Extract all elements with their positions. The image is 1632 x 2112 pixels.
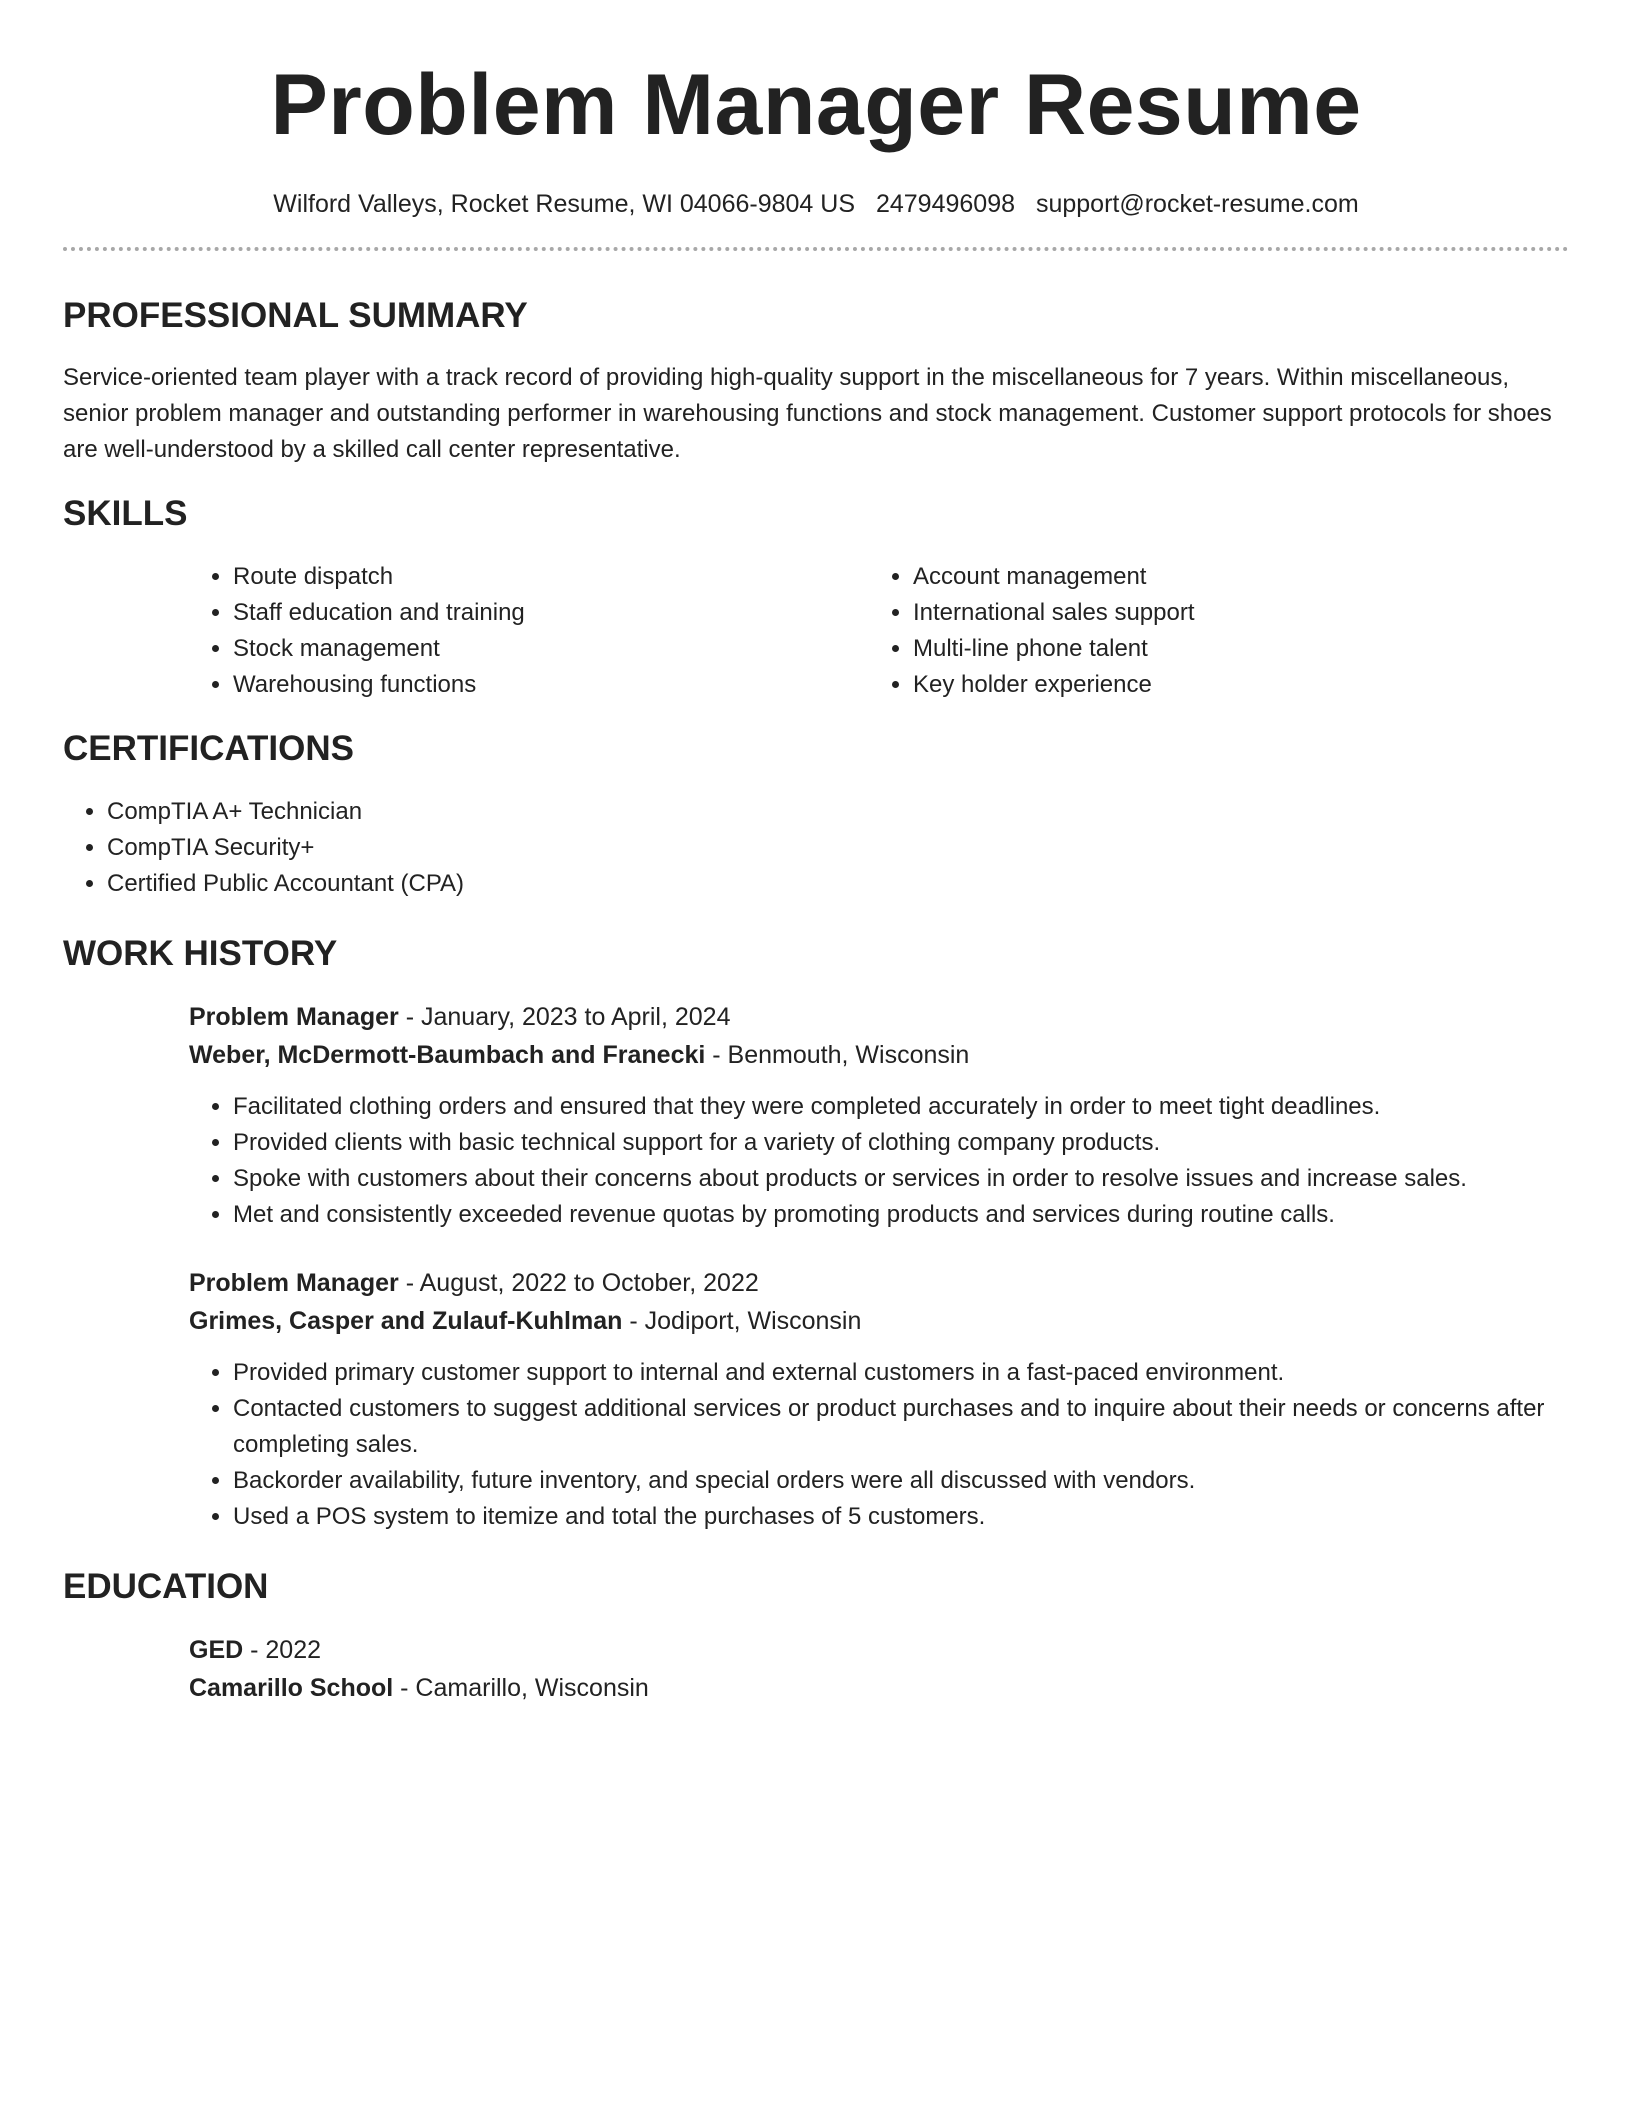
job-location: - Benmouth, Wisconsin — [705, 1041, 970, 1069]
skills-list-left — [189, 559, 869, 703]
skill-item: • International sales support — [913, 595, 1549, 631]
education-year: - 2022 — [243, 1636, 322, 1664]
education-school-line — [189, 1669, 1569, 1707]
education-entry — [189, 1631, 1569, 1707]
certification-item: • CompTIA Security+ — [107, 830, 1569, 866]
work-history-section — [63, 932, 1569, 1535]
skills-list-right — [869, 559, 1549, 703]
job-entry — [189, 1264, 1569, 1535]
job-duty: • Used a POS system to itemize and total the purchases of 5 customers. — [233, 1499, 1569, 1535]
skills-section — [63, 492, 1569, 703]
certification-item: • Certified Public Accountant (CPA) — [107, 866, 1569, 902]
job-duty: • Met and consistently exceeded revenue quotas by promoting products and services during routine calls. — [233, 1197, 1569, 1233]
job-duty: • Provided primary customer support to internal and external customers in a fast-paced environment. — [233, 1355, 1569, 1391]
job-duty: • Provided clients with basic technical support for a variety of clothing company products. — [233, 1125, 1569, 1161]
skill-item: • Staff education and training — [233, 595, 869, 631]
skill-item: • Multi-line phone talent — [913, 631, 1549, 667]
job-duties-list — [189, 1089, 1569, 1233]
education-school: Camarillo School — [189, 1674, 394, 1702]
skill-item: • Stock management — [233, 631, 869, 667]
job-duty: • Facilitated clothing orders and ensured that they were completed accurately in order to meet tight deadlines. — [233, 1089, 1569, 1125]
header-divider — [63, 247, 1569, 251]
skill-item: • Account management — [913, 559, 1549, 595]
job-role: Problem Manager — [189, 1269, 399, 1297]
contact-phone: 2479496098 — [875, 190, 1016, 218]
certifications-list — [63, 794, 1569, 902]
education-section — [63, 1565, 1569, 1707]
summary-section — [63, 294, 1569, 468]
skills-column-left — [189, 559, 869, 703]
education-degree: GED — [189, 1636, 244, 1664]
job-company-line — [189, 1036, 1569, 1074]
contact-email: support@rocket-resume.com — [1035, 190, 1359, 218]
job-company: Grimes, Casper and Zulauf-Kuhlman — [189, 1307, 623, 1335]
job-title-line — [189, 998, 1569, 1036]
certifications-heading: CERTIFICATIONS — [63, 729, 355, 768]
job-entry — [189, 998, 1569, 1233]
skill-item: • Key holder experience — [913, 667, 1549, 703]
resume-title: Problem Manager Resume — [270, 57, 1362, 153]
job-duties-list — [189, 1355, 1569, 1535]
job-duty: • Spoke with customers about their concerns about products or services in order to resolve issues and increase sales. — [233, 1161, 1569, 1197]
job-duty: • Backorder availability, future inventory, and special orders were all discussed with vendors. — [233, 1463, 1569, 1499]
skills-grid — [189, 559, 1569, 703]
job-duty: • Contacted customers to suggest additional services or product purchases and to inquire about their needs or concerns after completing sales. — [233, 1391, 1569, 1463]
certifications-section — [63, 727, 1569, 902]
job-role: Problem Manager — [189, 1003, 399, 1031]
education-degree-line — [189, 1631, 1569, 1669]
certification-item: • CompTIA A+ Technician — [107, 794, 1569, 830]
skill-item: • Warehousing functions — [233, 667, 869, 703]
skill-item: • Route dispatch — [233, 559, 869, 595]
job-title-line — [189, 1264, 1569, 1302]
job-dates: - January, 2023 to April, 2024 — [398, 1003, 731, 1031]
education-location: - Camarillo, Wisconsin — [393, 1674, 649, 1702]
job-company: Weber, McDermott-Baumbach and Franecki — [189, 1041, 706, 1069]
skills-heading: SKILLS — [63, 494, 188, 533]
summary-text: Service-oriented team player with a track record of providing high-quality support in the miscellaneous for 7 years. Within miscellaneous, senior problem manager and outstanding performer in warehousing functions and stock management. Customer support protocols for shoes are well-understood by a skilled call center representative. — [63, 364, 1552, 463]
job-dates: - August, 2022 to October, 2022 — [398, 1269, 759, 1297]
work-history-heading: WORK HISTORY — [63, 934, 338, 973]
summary-heading: PROFESSIONAL SUMMARY — [63, 296, 528, 335]
skills-column-right — [869, 559, 1549, 703]
contact-line — [63, 184, 1569, 224]
contact-address: Wilford Valleys, Rocket Resume, WI 04066-9804 US — [273, 190, 856, 218]
job-location: - Jodiport, Wisconsin — [622, 1307, 862, 1335]
education-heading: EDUCATION — [63, 1567, 269, 1606]
job-company-line — [189, 1302, 1569, 1340]
